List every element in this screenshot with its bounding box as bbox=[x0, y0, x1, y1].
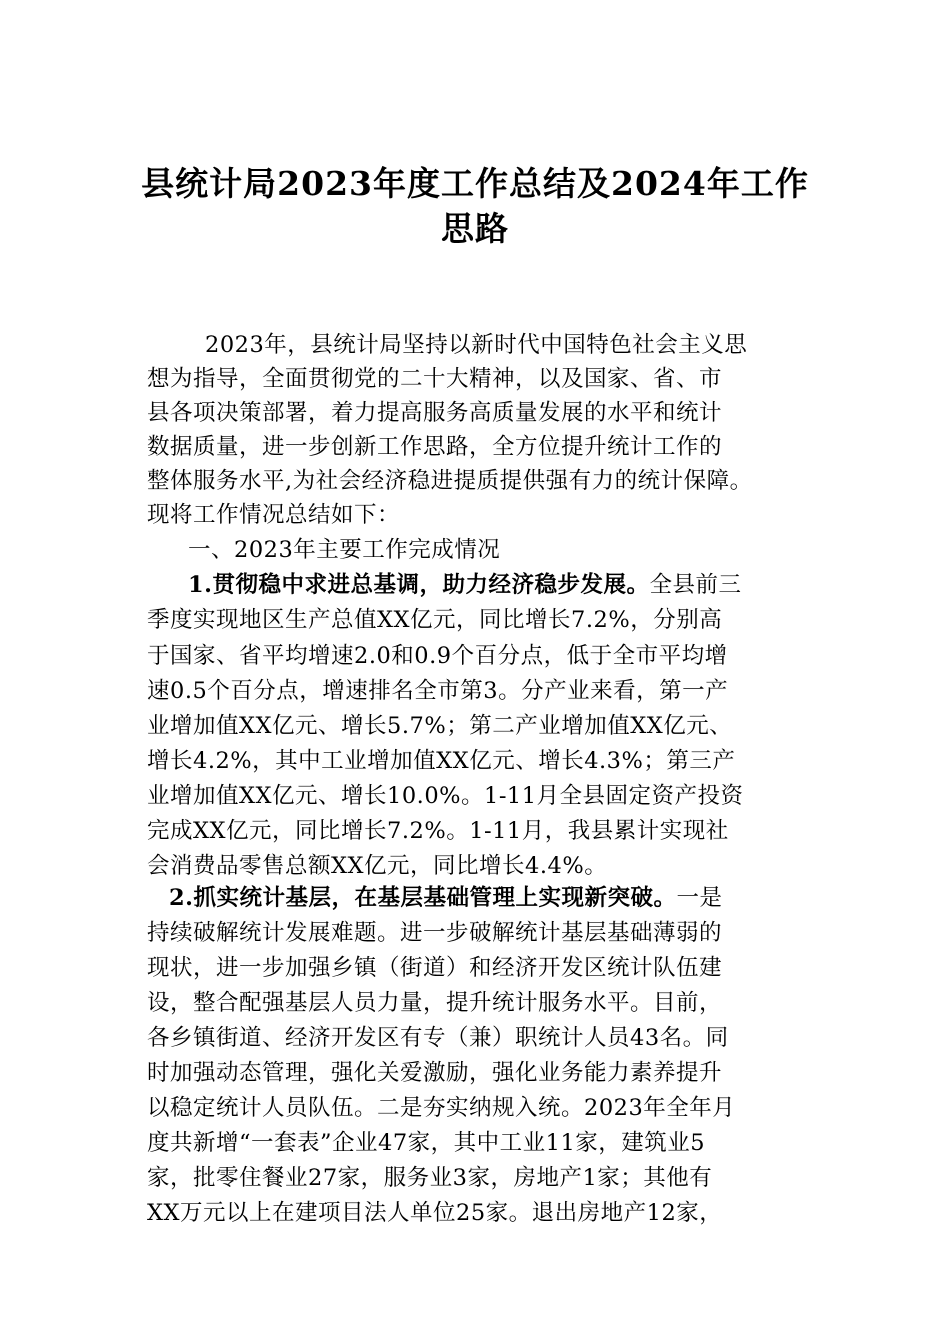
intro-line: 2023年，县统计局坚持以新时代中国特色社会主义思 bbox=[205, 332, 748, 358]
item-2-line: 设，整合配强基层人员力量，提升统计服务水平。目前， bbox=[147, 990, 723, 1016]
item-2-line: 以稳定统计人员队伍。二是夯实纳规入统。2023年全年月 bbox=[147, 1095, 736, 1121]
item-1-line: 完成XX亿元，同比增长7.2%。1-11月，我县累计实现社 bbox=[147, 818, 729, 844]
item-2-line: 持续破解统计发展难题。进一步破解统计基层基础薄弱的 bbox=[147, 920, 723, 946]
item-2-line: 度共新增“一套表”企业47家，其中工业11家，建筑业5 bbox=[147, 1130, 706, 1156]
intro-line: 数据质量，进一步创新工作思路，全方位提升统计工作的 bbox=[147, 434, 723, 460]
item-1-line: 增长4.2%，其中工业增加值XX亿元、增长4.3%；第三产 bbox=[147, 748, 736, 774]
item-1-line: 业增加值XX亿元、增长10.0%。1-11月全县固定资产投资 bbox=[147, 783, 744, 809]
item-1-line: 业增加值XX亿元、增长5.7%；第二产业增加值XX亿元、 bbox=[147, 713, 733, 739]
document-title-line-1: 县统计局2023年度工作总结及2024年工作 bbox=[141, 164, 809, 203]
item-2-first-line bbox=[169, 883, 807, 913]
item-2-line: 各乡镇街道、经济开发区有专（兼）职统计人员43名。同 bbox=[147, 1025, 729, 1051]
item-2-line: 一是 bbox=[676, 885, 723, 911]
intro-line: 想为指导，全面贯彻党的二十大精神，以及国家、省、市 bbox=[147, 366, 723, 392]
item-1-line: 速0.5个百分点，增速排名全市第3。分产业来看，第一产 bbox=[147, 678, 729, 704]
item-1-first-line bbox=[188, 570, 807, 600]
intro-line: 现将工作情况总结如下： bbox=[147, 502, 401, 528]
item-1-line: 会消费品零售总额XX亿元，同比增长4.4%。 bbox=[147, 853, 608, 879]
item-2-line: 时加强动态管理，强化关爱激励，强化业务能力素养提升 bbox=[147, 1060, 723, 1086]
intro-line: 整体服务水平,为社会经济稳进提质提供强有力的统计保障。 bbox=[147, 468, 753, 494]
item-1-line: 于国家、省平均增速2.0和0.9个百分点，低于全市平均增 bbox=[147, 643, 728, 669]
item-2-heading: 2.抓实统计基层，在基层基础管理上实现新突破。 bbox=[169, 885, 677, 911]
intro-line: 县各项决策部署，着力提高服务高质量发展的水平和统计 bbox=[147, 400, 723, 426]
section-heading: 一、2023年主要工作完成情况 bbox=[188, 537, 501, 563]
item-2-line: 家，批零住餐业27家，服务业3家，房地产1家；其他有 bbox=[147, 1165, 713, 1191]
document-title-line-2: 思路 bbox=[441, 209, 509, 248]
item-1-line: 全县前三 bbox=[649, 572, 742, 598]
item-2-line: 现状，进一步加强乡镇（街道）和经济开发区统计队伍建 bbox=[147, 955, 723, 981]
item-2-line: XX万元以上在建项目法人单位25家。退出房地产12家， bbox=[147, 1200, 723, 1226]
item-1-line: 季度实现地区生产总值XX亿元，同比增长7.2%，分别高 bbox=[147, 607, 723, 633]
item-1-heading: 1.贯彻稳中求进总基调，助力经济稳步发展。 bbox=[188, 572, 650, 598]
